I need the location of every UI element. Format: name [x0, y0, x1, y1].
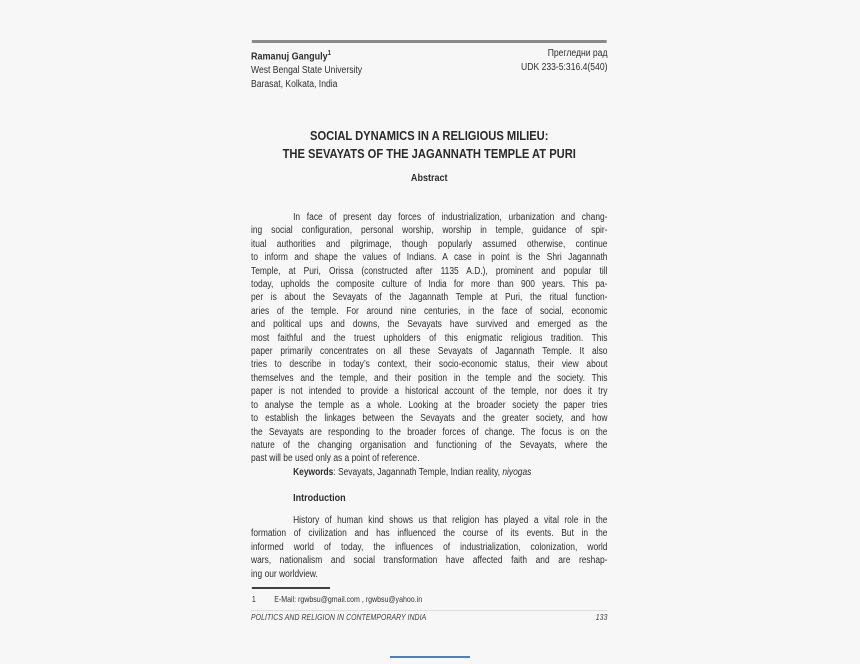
text-line: to inform and shape the values of Indians. A case in point is the Shri Jagannath	[251, 252, 608, 264]
abstract-paragraph	[251, 211, 607, 479]
text-line: per is about the Sevayats of the Jagannath Temple at Puri, the ritual function-	[251, 292, 608, 304]
text-line: paper is not intended to provide a historical account of the temple, nor does it try	[251, 386, 608, 398]
text-line: ing our worldview.	[251, 568, 318, 580]
introduction-heading: Introduction	[293, 492, 346, 504]
text-line: to analyse the temple as a whole. Looking at the broader society the paper tries	[251, 399, 608, 411]
author-block	[251, 47, 362, 92]
text-line: formation of civilization and has influenced the course of its events. But in the	[251, 528, 608, 540]
footer-rule	[251, 610, 607, 611]
author-location: Barasat, Kolkata, India	[251, 78, 338, 90]
text-line: History of human kind shows us that religion has played a vital role in the	[293, 515, 608, 526]
text-line: most faithful and the truest upholders of this enigmatic religious tradition. This	[251, 332, 608, 344]
text-line: ing social configuration, personal worship, worship in temple, guidance of spir-	[251, 225, 608, 237]
text-line: themselves and the temple, and their position in the temple and the society. This	[251, 372, 608, 384]
author-name	[251, 47, 362, 64]
abstract-heading: Abstract	[410, 172, 448, 184]
journal-title: POLITICS AND RELIGION IN CONTEMPORARY INDIA	[251, 613, 427, 622]
title-line-1: SOCIAL DYNAMICS IN A RELIGIOUS MILIEU:	[310, 128, 549, 143]
article-type: Прегледни рад	[547, 48, 608, 59]
title-line-2: THE SEVAYATS OF THE JAGANNATH TEMPLE AT PURI	[282, 145, 576, 161]
paper-title	[251, 127, 607, 162]
keywords-line	[251, 466, 607, 479]
text-line: informed world of today, the influences of industrialization, colonization, world	[251, 541, 608, 553]
keywords-italic-term: niyogas	[502, 466, 532, 478]
introduction-lines	[251, 514, 607, 581]
footnote-text: E-Mail: rgwbsu@gmail.com , rgwbsu@yahoo.in	[274, 595, 423, 604]
text-line: tries to describe in today’s context, their socio-economic status, their view about	[251, 359, 608, 371]
footnote-ref: 1	[327, 50, 332, 57]
abstract-lines	[251, 211, 607, 466]
text-line: wars, nationalism and social transformation have affected faith and are reshap-	[251, 555, 608, 567]
text-line: aries of the temple. For around nine centuries, in the face of social, economic	[251, 305, 608, 317]
text-column	[251, 0, 607, 664]
page-footer	[251, 613, 607, 622]
footnote-number: 1	[251, 595, 256, 604]
paper-header	[251, 47, 607, 92]
text-line: the Sevayats are responding to the broader forces of change. The focus is on the	[251, 426, 608, 438]
page-number: 133	[595, 613, 608, 622]
keywords-label: Keywords	[293, 466, 334, 478]
text-line: nature of the changing organisation and functioning of the Sevayats, where the	[251, 439, 608, 451]
text-line: and political ups and downs, the Sevayats have survived and emerged as the	[251, 319, 608, 331]
text-line: Temple, at Puri, Orissa (constructed after 1135 A.D.), prominent and popular till	[251, 265, 608, 277]
udk-number: UDK 233-5:316.4(540)	[521, 62, 608, 73]
author-affiliation: West Bengal State University	[251, 64, 363, 76]
introduction-paragraph	[251, 514, 607, 581]
footnote-separator	[252, 587, 330, 589]
bottom-accent-line	[390, 656, 470, 658]
text-line: to establish the linkages between the Sevayats and the greater society, and how	[251, 413, 608, 425]
publication-info	[521, 47, 607, 92]
author-name-text: Ramanuj Ganguly	[251, 50, 328, 63]
footnote	[252, 594, 608, 605]
text-line: past will be used only as a point of reference.	[251, 453, 420, 465]
header-rule	[252, 40, 607, 43]
text-line: paper primarily concentrates on all these Sevayats of Jagannath Temple. It also	[251, 346, 608, 358]
text-line: In face of present day forces of industrialization, urbanization and chang-	[293, 212, 608, 223]
keywords-text: : Sevayats, Jagannath Temple, Indian reality,	[333, 466, 503, 478]
text-line: itual authorities and pilgrimage, though popularly assumed otherwise, continue	[251, 238, 608, 250]
text-line: today, upholds the composite culture of India for more than 900 years. This pa-	[251, 279, 608, 291]
